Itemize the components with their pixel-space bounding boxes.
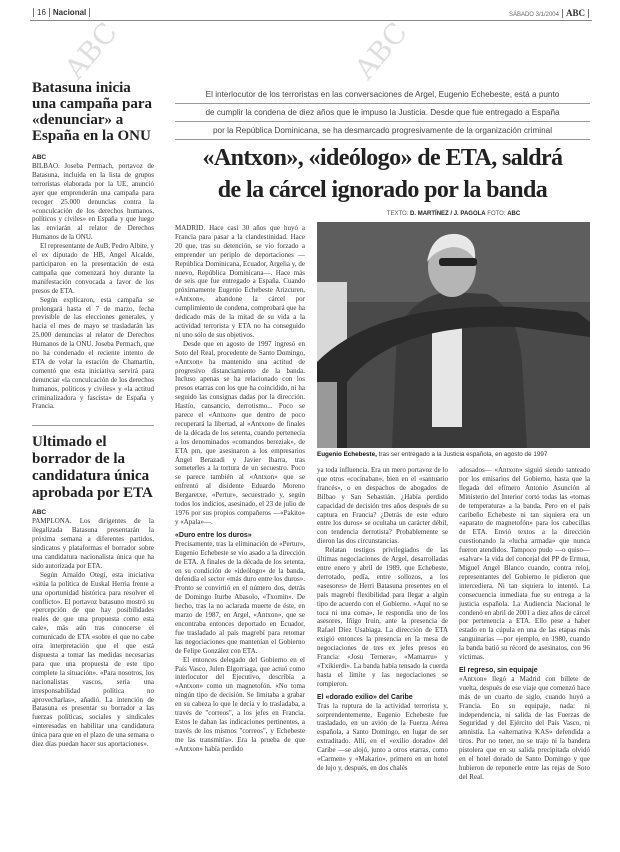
headline-line: Batasuna inicia <box>32 80 131 96</box>
paragraph: El entonces delegado del Gobierno en el País Vasco, Julen Elgorriaga, que actuó como interlocutor del Ejecutivo, describía a «Antxon» como un magnetofón. «No toma ningún tipo de decisión. Se limitaba a grabar en su cabeza lo que le decía y lo trasladaba, a través de "correos", a los jefes en Francia. Estos le daban las indicaciones pertinentes, a través de los mismos "correos", y Echebeste me las transmitía». Era la prueba de que «Antxon» había perdido <box>175 655 305 753</box>
headline-line: de la cárcel ignorado por la banda <box>217 177 548 203</box>
main-headline <box>175 142 590 206</box>
byline-photo-label: FOTO: <box>487 211 506 217</box>
main-column-3 <box>459 466 590 782</box>
deck-line: de cumplir la condena de diez años que le impuso la Justicia. Desde que fue entregado a España <box>175 104 590 122</box>
watermark: ABC <box>58 16 124 86</box>
paragraph: ya toda influencia. Era un mero portavoz de lo que otros «cocinaban», bien en el «santuario francés», o en despachos de abogados de Bilbao y San Sebastián. ¿Había perdido capacidad de decisión tres años después de su captura en Francia? ¿Detrás de este «duro entre los duros» se ocultaba un carácter débil, con tendencia derrotista? Probablemente se dieron las dos circunstancias. <box>317 466 448 546</box>
deck-line: por la República Dominicana, se ha desmarcado progresivamente de la organización criminal <box>175 122 590 140</box>
headline-line: borrador de la <box>32 451 126 468</box>
caption-text: tras ser entregado a la Justicia española, en agosto de 1997 <box>376 451 548 458</box>
side-headline <box>32 80 154 144</box>
subheading: El regreso, sin equipaje <box>459 666 538 674</box>
paragraph: PAMPLONA. Los dirigentes de la ilegalizada Batasuna presentarán la próxima semana a diferentes partidos, sindicatos y plataformas el borrador sobre una candidatura nacionalista única que ha sido autorizada por ETA. <box>32 517 154 570</box>
headline-line: «Antxon», «ideólogo» de ETA, saldrá <box>202 145 563 171</box>
headline-line: una campaña para <box>32 96 153 112</box>
byline-photo-credit: ABC <box>507 211 521 217</box>
source-label: ABC <box>32 509 47 517</box>
side-headline <box>32 434 154 502</box>
header-rule <box>30 20 592 21</box>
brand-logo: ABC <box>565 8 585 18</box>
issue-date: SÁBADO 3/1/2004 <box>508 12 559 18</box>
photo-caption <box>317 451 590 459</box>
article-body <box>32 517 154 749</box>
main-column-1 <box>175 224 305 754</box>
article-body <box>32 162 154 411</box>
subheading: «Duro entre los duros» <box>175 531 252 539</box>
paragraph: Tras la ruptura de la actividad terrorista y, sorprendentemente, Eugenio Echebeste fue trasladado, en un avión de la Fuerza Aérea española, a Santo Domingo, en lugar de ser extraditado. Allí, en el «exilio dorado» del Caribe —se alojó, junto a otros etarras, como «Carmen» y «Makario», primero en un hotel de lujo y, después, en dos chalés <box>317 701 448 772</box>
caption-name: Eugenio Echebeste, <box>317 451 377 458</box>
article-divider <box>32 425 154 426</box>
headline-line: Ultimado el <box>32 434 107 451</box>
deck-line: El interlocutor de los terroristas en las conversaciones de Argel, Eugenio Echebeste, está a punto <box>175 86 590 104</box>
paragraph: Relatan testigos privilegiados de las últimas negociaciones de Argel, desarrolladas entre enero y abril de 1989, que Echebeste, derrotado, pedía, entre sollozos, a los «asesores» de Herri Batasuna presentes en el país magrebí flexibilidad para llegar a algún tipo de acuerdo con el Gobierno. «Aquí no se toca ni una coma», le respondía uno de los asesores, Iñigo Iruin, ante la presencia de Rafael Díez Usabiaga. La dirección de ETA exigió entonces la presencia en la mesa de negociaciones de tres ex jefes presos en Francia: «Josu Ternera», «Mamarru» y «Txikierdi». La banda había tensado la cuerda hasta el límite y las negociaciones se rompieron. <box>317 546 448 688</box>
paragraph: adosados— «Antxon» siguió siendo tanteado por los emisarios del Gobierno, hasta que la llegada del efímero Antonio Asunción al Ministerio del Interior cortó todas las «tomas de temperatura» a la banda. Pero en el país caribeño Echebeste ni tan siquiera era un «aparato de magnetofón» para los cabecillas de ETA. Envió textos a la dirección cuestionando la «lucha armada» que nunca fueron atendidos. Tampoco pudo —o quiso— «salvar» la vida del concejal del PP de Ermua, Miguel Angel Blanco cuando, contra reloj, representantes del Gobierno le pidieron que intercediera. Ni tan siquiera lo intentó. La consecuencia inmediata fue su entrega a la justicia española. La Audiencia Nacional le condenó en abril de 2001 a diez años de cárcel por pertenencia a ETA. Ello pese a haber estado en la cúpula en una de las etapas más sanguinarias —por ejemplo, en 1980, cuando la banda batió su récord de asesinatos, con 96 víctimas. <box>459 466 590 662</box>
photo-illustration <box>317 222 590 448</box>
paragraph: El representante de AuB, Pedro Albite, y el ex diputado de HB, Angel Alcalde, participaron en la presentación de esta campaña que comenzará hoy durante la manifestación convocada a favor de los presos de ETA. <box>32 242 154 295</box>
byline <box>317 210 590 218</box>
headline-line: «denunciar» a <box>32 112 124 128</box>
side-article-batasuna <box>32 80 154 411</box>
watermark: ABC <box>348 16 414 86</box>
left-column <box>32 80 154 749</box>
headline-line: España en la ONU <box>32 128 151 144</box>
source-label: ABC <box>32 154 47 161</box>
byline-authors: D. MARTÍNEZ / J. PAGOLA <box>410 211 486 217</box>
headline-line: aprobada por ETA <box>32 485 153 502</box>
paragraph: «Antxon» llegó a Madrid con billete de vuelta, después de ese viaje que comenzó hace más de un cuarto de siglo, cuando huyó a Francia. En su equipaje, nada: ni independencia, ni salida de las Fuerzas de Seguridad y del Ejército del País Vasco, ni amnistía. La «alternativa KAS» defendida a tiros. Por no tener, no se trajo ni la bandera pistolera que en su salida precipitada olvidó en el hotel dorado de Santo Domingo y que hubieron de reponerle entre las rejas de Soto del Real. <box>459 674 590 781</box>
paragraph: Desde que en agosto de 1997 ingresó en Soto del Real, procedente de Santo Domingo, «Antxon» ha mantenido una actitud de progresivo distanciamiento de la banda. Incluso apenas se ha relacionado con los presos etarras con los que ha coincidido, ni ha seguido las consignas dadas por la dirección. Hastío, cansancio, derrotismo... Poco se parece el «Antxon» que dentro de poco recuperará la libertad, al «Antxon» de finales de la década de los setenta, cuando pertenecía a los denominados «comandos bereziak», de ETA pm, que asesinaron a los empresarios Ángel Berazadi y Javier Ibarra, tras someterles a la tortura de un secuestro. Poco se parece también al «Antxon» que se enfrentó al disidente Eduardo Moreno Bergaretxe, «Pertur», secuestrado y, según todos los indicios, asesinado, el 23 de julio de 1976 por sus propios compañeros —«Pakito» y «Apala»—. <box>175 339 305 526</box>
section-name: Nacional <box>52 8 87 17</box>
paragraph: Según explicaron, esta campaña se prolongará hasta el 7 de marzo, fecha previsible de las elecciones generales, y hacia el mes de mayo se trasladarán las 25.000 denuncias al relator de Derechos Humanos de la ONU. Joseba Permach, que no ha condenado el reciente intento de ETA de volar la estación de Chamartín, comentó que esta iniciativa servirá para denunciar «la conculcación de los derechos humanos, políticos y civiles» y «la actitud criminalizadora y fascista» de España y Francia. <box>32 295 154 411</box>
page-header-right <box>509 8 592 18</box>
paragraph: MADRID. Hace casi 30 años que huyó a Francia para pasar a la clandestinidad. Hace 20 que, tras su detención, se vio forzado a emprender un periplo de deportaciones —República Dominicana, Ecuador, Argelia y, de nuevo, República Dominicana—. Hace más de seis que fue entregado a España. Cuando próximamente Eugenio Echebeste Arizcuren, «Antxon», abandone la cárcel por cumplimiento de condena, comprobará que ha dedicado más de la mitad de su vida a la actividad terrorista y ETA no ha conseguido ni uno sólo de sus objetivos. <box>175 224 305 339</box>
article-deck <box>175 86 590 140</box>
main-column-2 <box>317 466 448 773</box>
paragraph: BILBAO. Joseba Permach, portavoz de Batasuna, incluida en la lista de grupos terroristas elaborada por la UE, anunció ayer que emprenderán una campaña para recoger 25.000 denuncias contra la «conculcación de los derechos humanos, políticos y civiles» en España y que luego las enviarán al relator de Derechos Humanos de la ONU. <box>32 162 154 242</box>
page-header-left <box>30 8 93 17</box>
headline-line: candidatura única <box>32 468 150 485</box>
side-article-candidatura <box>32 434 154 749</box>
subheading: El «dorado exilio» del Caribe <box>317 693 413 701</box>
article-photo <box>317 222 590 448</box>
page-number: 16 <box>37 8 46 17</box>
byline-text-label: TEXTO: <box>386 211 409 217</box>
paragraph: Según Arnaldo Otegi, esta iniciativa «sitúa la política de Euskal Herria frente a una oportunidad histórica para resolver el conflicto». El portavoz batasuno mostró su «percepción de que hay posibilidades reales de que una propuesta como esta cale», más aún tras conocerse el comunicado de ETA «sobre el que no cabe otra interpretación que el que está dispuesta a tomar las medidas necesarias para que una propuesta de este tipo complete la situación». «Para nosotros, los nacionalistas vascos, sería una irresponsabilidad política no aprovecharlas», añadió. La intención de Batasuna es presentar su borrador a las fuerzas políticas, sociales y sindicales «interesadas en habilitar una candidatura única para que en el plazo de una semana o diez días puedan hacer sus aportaciones». <box>32 570 154 749</box>
paragraph: Precisamente, tras la eliminación de «Pertur», Eugenio Echebeste se vio asado a la dirección de ETA. A finales de la década de los setenta, en su condición de «ideólogo» de la banda, defendía el sector «más duro entre los duros». Pronto se convirtió en el número dos, detrás de Domingo Iturbe Abasolo, «Txomin». De hecho, tras la no aclarada muerte de éste, en marzo de 1987, en Argel, «Antxon», que se encontraba entonces deportado en Ecuador, fue trasladado al país magrebí para retomar las negociaciones que mantenían el Gobierno de Felipe González con ETA. <box>175 539 305 655</box>
